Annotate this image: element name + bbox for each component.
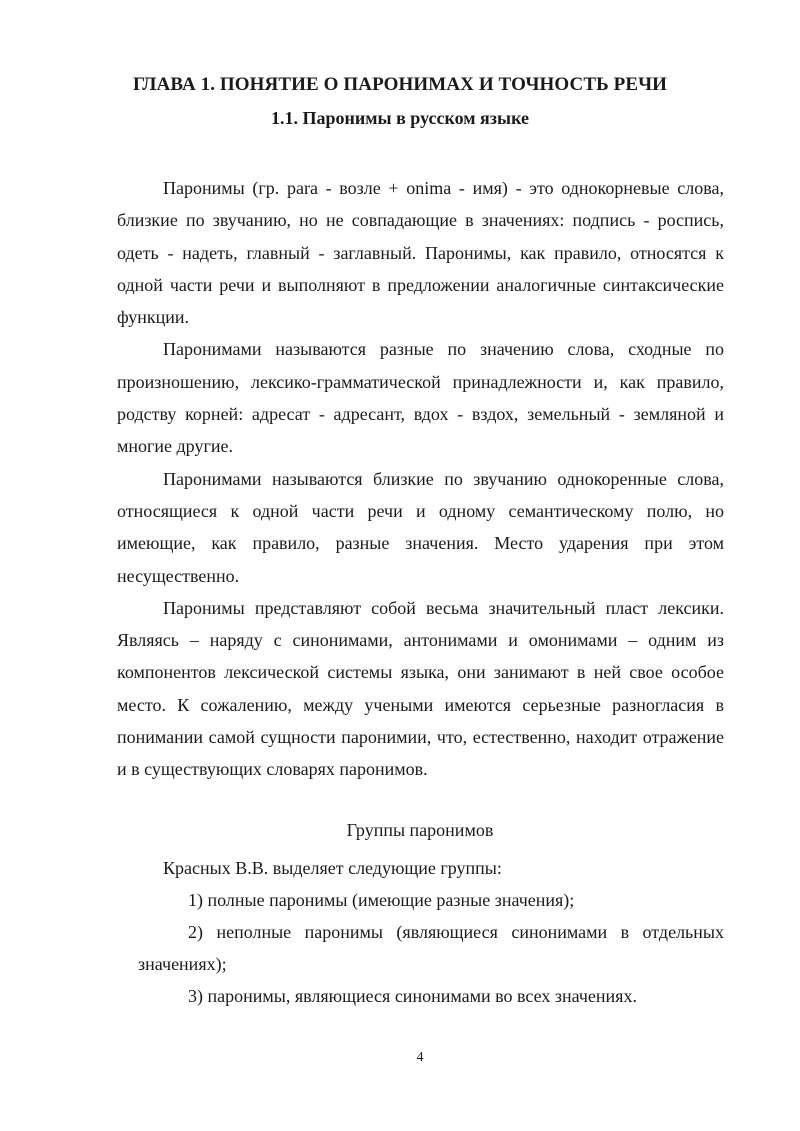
list-item: 3) паронимы, являющиеся синонимами во всех значениях.	[188, 986, 637, 1006]
chapter-title: ГЛАВА 1. ПОНЯТИЕ О ПАРОНИМАХ И ТОЧНОСТЬ РЕЧИ	[132, 74, 668, 95]
paragraph: Паронимами называются разные по значению слова, сходные по произношению, лексико-грамматической принадлежности и, как правило, родству корней: адресат - адресант, вдох - вздох, земельный - земляной и многие другие.	[117, 339, 724, 457]
page-number: 4	[416, 1050, 424, 1065]
body-text	[117, 172, 724, 786]
groups-list	[138, 884, 724, 1012]
groups-intro: Красных В.В. выделяет следующие группы:	[163, 858, 502, 878]
paragraph: Паронимами называются близкие по звучанию однокоренные слова, относящиеся к одной части речи и одному семантическому полю, но имеющие, как правило, разные значения. Место ударения при этом несущественно.	[117, 468, 724, 586]
list-item: 2) неполные паронимы (являющиеся синонимами в отдельных значениях);	[138, 922, 724, 974]
paragraph: Паронимы представляют собой весьма значительный пласт лексики. Являясь – наряду с синонимами, антонимами и омонимами – одним из компонентов лексической системы языка, они занимают в ней свое особое место. К сожалению, между учеными имеются серьезные разногласия в понимании самой сущности паронимии, что, естественно, находит отражение и в существующих словарях паронимов.	[117, 597, 724, 780]
groups-heading: Группы паронимов	[346, 820, 494, 840]
paragraph: Паронимы (гр. para - возле + onima - имя) - это однокорневые слова, близкие по звучанию, но не совпадающие в значениях: подпись - роспись, одеть - надеть, главный - заглавный. Паронимы, как правило, относятся к одной части речи и выполняют в предложении аналогичные синтаксические функции.	[117, 178, 724, 328]
list-item: 1) полные паронимы (имеющие разные значения);	[188, 890, 575, 910]
section-title: 1.1. Паронимы в русском языке	[271, 108, 529, 128]
